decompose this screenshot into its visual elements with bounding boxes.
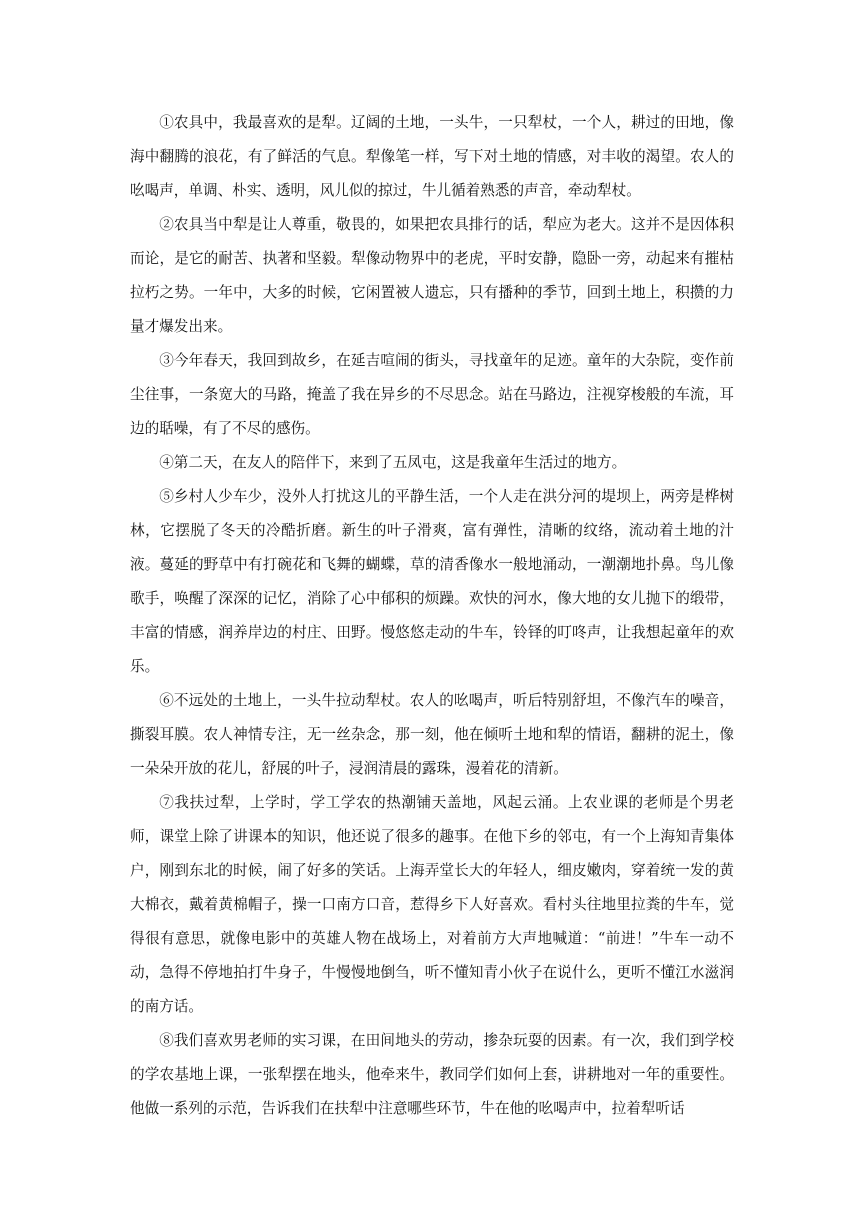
paragraph-6: ⑥不远处的土地上，一头牛拉动犁杖。农人的吆喝声，听后特别舒坦，不像汽车的噪音，撕裂耳膜。农人神情专注，无一丝杂念，那一刻，他在倾听土地和犁的情语，翻耕的泥土，像一朵朵开放的花儿，舒展的叶子，浸润清晨的露珠，漫着花的清新。 bbox=[130, 692, 734, 777]
paragraph-7: ⑦我扶过犁，上学时，学工学农的热潮铺天盖地，风起云涌。上农业课的老师是个男老师，课堂上除了讲课本的知识，他还说了很多的趣事。在他下乡的邻屯，有一个上海知青集体户，刚到东北的时候，闹了好多的笑话。上海弄堂长大的年轻人，细皮嫩肉，穿着统一发的黄大棉衣，戴着黄棉帽子，操一口南方口音，惹得乡下人好喜欢。看村头往地里拉粪的牛车，觉得很有意思，就像电影中的英雄人物在战场上，对着前方大声地喊道：“前进！”牛车一动不动，急得不停地拍打牛身子，牛慢慢地倒刍，听不懂知青小伙子在说什么，更听不懂江水滋润的南方话。 bbox=[130, 794, 734, 1015]
paragraph-8: ⑧我们喜欢男老师的实习课，在田间地头的劳动，掺杂玩耍的因素。有一次，我们到学校的学农基地上课，一张犁摆在地头，他牵来牛，教同学们如何上套，讲耕地对一年的重要性。他做一系列的示范，告诉我们在扶犁中注意哪些环节，牛在他的吆喝声中，拉着犁听话 bbox=[130, 1032, 734, 1117]
paragraph-3: ③今年春天，我回到故乡，在延吉喧闹的街头，寻找童年的足迹。童年的大杂院，变作前尘往事，一条宽大的马路，掩盖了我在异乡的不尽思念。站在马路边，注视穿梭般的车流，耳边的聒噪，有了不尽的感伤。 bbox=[130, 352, 734, 437]
paragraph-1: ①农具中，我最喜欢的是犁。辽阔的土地，一头牛，一只犁杖，一个人，耕过的田地，像海中翻腾的浪花，有了鲜活的气息。犁像笔一样，写下对土地的情感，对丰收的渴望。农人的吆喝声，单调、朴实、透明，风儿似的掠过，牛儿循着熟悉的声音，牵动犁杖。 bbox=[130, 114, 734, 199]
document-body bbox=[130, 106, 734, 1126]
paragraph-2: ②农具当中犁是让人尊重，敬畏的，如果把农具排行的话，犁应为老大。这并不是因体积而论，是它的耐苦、执著和坚毅。犁像动物界中的老虎，平时安静，隐卧一旁，动起来有摧枯拉朽之势。一年中，大多的时候，它闲置被人遗忘，只有播种的季节，回到土地上，积攒的力量才爆发出来。 bbox=[130, 216, 734, 335]
paragraph-4: ④第二天，在友人的陪伴下，来到了五凤屯，这是我童年生活过的地方。 bbox=[159, 454, 627, 471]
paragraph-5: ⑤乡村人少车少，没外人打扰这儿的平静生活，一个人走在洪分河的堤坝上，两旁是桦树林，它摆脱了冬天的冷酷折磨。新生的叶子滑爽，富有弹性，清晰的纹络，流动着土地的汁液。蔓延的野草中有打碗花和飞舞的蝴蝶，草的清香像水一般地涌动，一潮潮地扑鼻。鸟儿像歌手，唤醒了深深的记忆，消除了心中郁积的烦躁。欢快的河水，像大地的女儿抛下的缎带，丰富的情感，润养岸边的村庄、田野。慢悠悠走动的牛车，铃铎的叮咚声，让我想起童年的欢乐。 bbox=[130, 488, 734, 675]
